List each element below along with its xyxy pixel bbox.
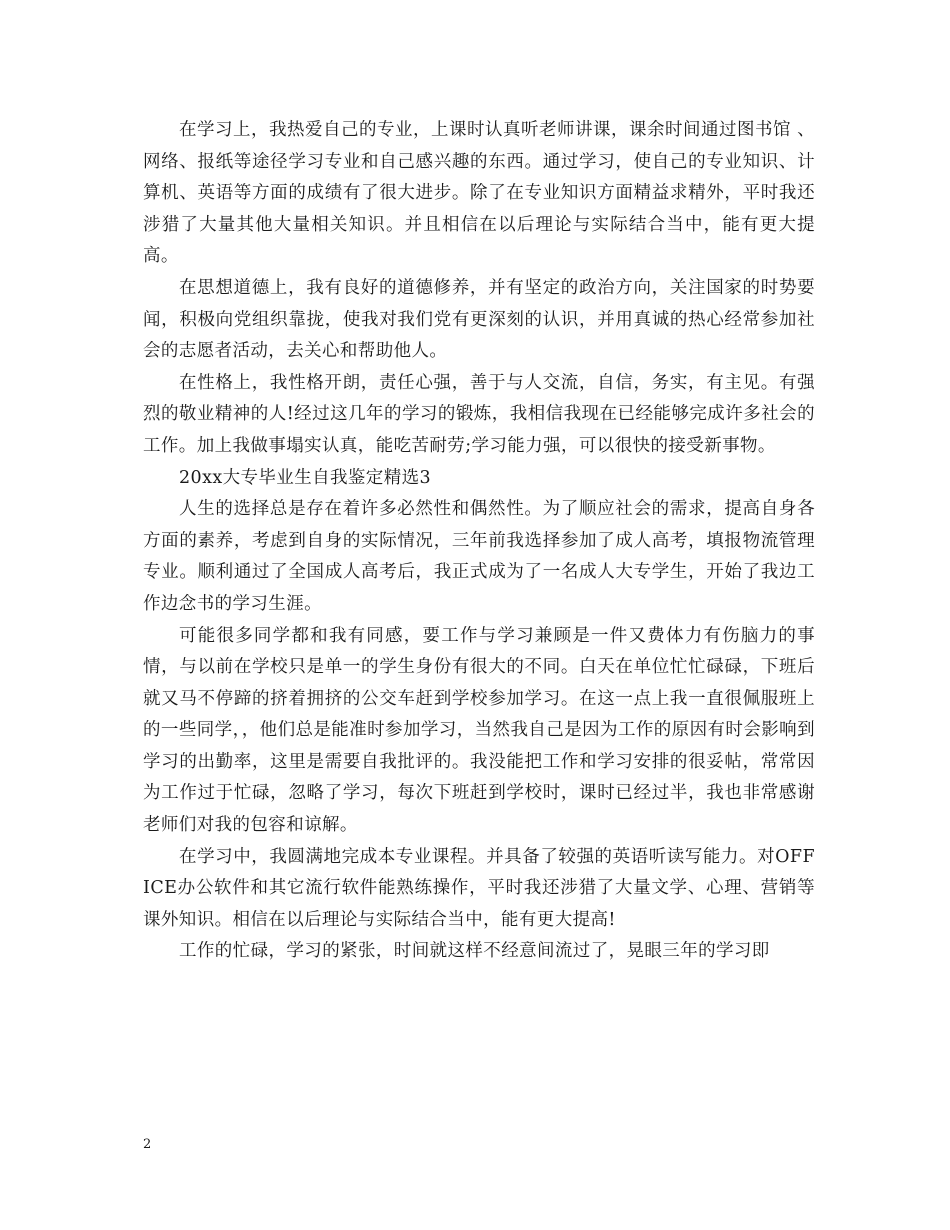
paragraph-morality: 在思想道德上，我有良好的道德修养，并有坚定的政治方向，关注国家的时势要闻，积极向党组织靠拢，使我对我们党有更深刻的认识，并用真诚的热心经常参加社会的志愿者活动，去关心和帮助他人。 <box>143 277 815 362</box>
paragraph-personality: 在性格上，我性格开朗，责任心强，善于与人交流，自信，务实，有主见。有强烈的敬业精神的人!经过这几年的学习的锻炼，我相信我现在已经能够完成许多社会的工作。加上我做事塌实认真，能吃苦耐劳;学习能力强，可以很快的接受新事物。 <box>143 372 815 456</box>
paragraph-work-study: 可能很多同学都和我有同感，要工作与学习兼顾是一件又费体力有伤脑力的事情，与以前在学校只是单一的学生身份有很大的不同。白天在单位忙忙碌碌，下班后就又马不停蹄的挤着拥挤的公交车赶到学校参加学习。在这一点上我一直很佩服班上的一些同学，，他们总是能准时参加学习，当然我自己是因为工作的原因有时会影响到学习的出勤率，这里是需要自我批评的。我没能把工作和学习安排的很妥帖，常常因为工作过于忙碌，忽略了学习，每次下班赶到学校时，课时已经过半，我也非常感谢老师们对我的包容和谅解。 <box>143 625 815 836</box>
section-heading: 20xx大专毕业生自我鉴定精选3 <box>179 467 432 488</box>
document-body <box>143 115 815 968</box>
paragraph-coursework: 在学习中，我圆满地完成本专业课程。并具备了较强的英语听读写能力。对OFFICE办公软件和其它流行软件能熟练操作，平时我还涉猎了大量文学、心理、营销等课外知识。相信在以后理论与实际结合当中，能有更大提高! <box>143 846 815 930</box>
paragraph-study: 在学习上，我热爱自己的专业，上课时认真听老师讲课，课余时间通过图书馆 、网络、报纸等途径学习专业和自己感兴趣的东西。通过学习，使自己的专业知识、计算机、英语等方面的成绩有了很大进步。除了在专业知识方面精益求精外，平时我还涉猎了大量其他大量相关知识。并且相信在以后理论与实际结合当中，能有更大提高。 <box>143 120 815 267</box>
paragraph-life-choice: 人生的选择总是存在着许多必然性和偶然性。为了顺应社会的需求，提高自身各方面的素养，考虑到自身的实际情况，三年前我选择参加了成人高考，填报物流管理专业。顺利通过了全国成人高考后，我正式成为了一名成人大专学生，开始了我边工作边念书的学习生涯。 <box>143 499 815 614</box>
page-number: 2 <box>143 1137 152 1152</box>
paragraph-time-passing: 工作的忙碌，学习的紧张，时间就这样不经意间流过了，晃眼三年的学习即 <box>179 941 770 962</box>
